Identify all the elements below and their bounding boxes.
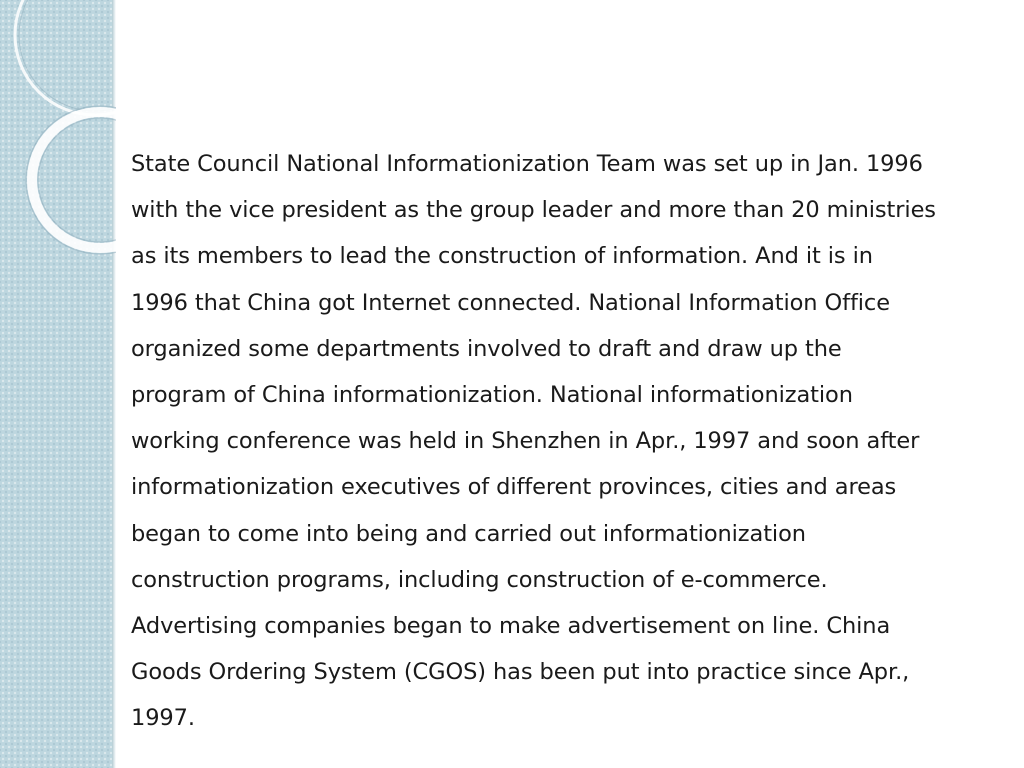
paragraph-line: working conference was held in Shenzhen in Apr., 1997 and soon after [131, 428, 920, 455]
paragraph-line: program of China informationization. National informationization [131, 382, 853, 409]
paragraph-line: organized some departments involved to draft and draw up the [131, 335, 842, 362]
thick-ring-outline-outer [26, 106, 116, 254]
large-ring-shadow [19, 0, 116, 111]
paragraph-line: Goods Ordering System (CGOS) has been put into practice since Apr., [131, 659, 910, 686]
body-paragraph [131, 141, 1001, 742]
paragraph-line: State Council National Informationization Team was set up in Jan. 1996 [131, 151, 923, 177]
paragraph-line: as its members to lead the construction of information. And it is in [131, 243, 873, 270]
thick-ring [32, 112, 116, 248]
large-ring [15, 0, 116, 115]
paragraph-line: 1997. [131, 705, 195, 732]
paragraph-line: construction programs, including construction of e-commerce. [131, 566, 828, 593]
paragraph-line: began to come into being and carried out informationization [131, 520, 806, 547]
paragraph-line: Advertising companies began to make advertisement on line. China [131, 613, 891, 640]
paragraph-line: 1996 that China got Internet connected. National Information Office [131, 289, 890, 316]
paragraph-line: informationization executives of different provinces, cities and areas [131, 474, 897, 501]
paragraph-line: with the vice president as the group leader and more than 20 ministries [131, 197, 936, 224]
decorative-rings [0, 0, 116, 260]
